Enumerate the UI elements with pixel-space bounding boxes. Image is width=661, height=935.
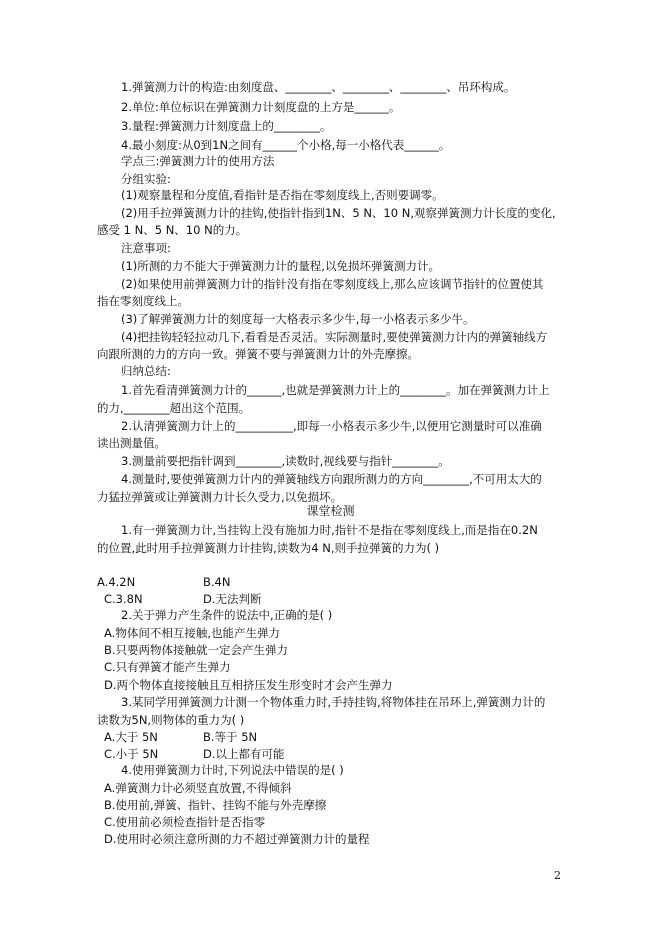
section-title: 课堂检测 [306,504,355,518]
question-2: 2.关于弹力产生条件的说法中,正确的是( ) [121,608,333,622]
text-line: 4.测量时,要使弹簧测力计内的弹簧轴线方向跟所测力的方向________,不可用太大的 [121,472,542,486]
text-line: (1)所测的力不能大于弹簧测力计的量程,以免损坏弹簧测力计。 [121,259,440,273]
option-a: A.弹簧测力计必须竖直放置,不得倾斜 [104,781,292,795]
text-line: 1.弹簧测力计的构造:由刻度盘、________、________、________、吊环构成。 [121,80,516,94]
text-line: 2.单位:单位标识在弹簧测力计刻度盘的上方是______。 [121,100,401,114]
option-d: D.无法判断 [203,592,262,606]
text-line: 感受 1 N、5 N、10 N的力。 [97,223,248,237]
text-line: 读数为5N,则物体的重力为( ) [97,713,245,727]
text-line: (2)用手拉弹簧测力计的挂钩,使指针指到1N、5 N、10 N,观察弹簧测力计长度的变化, [121,206,556,220]
question-4: 4.使用弹簧测力计时,下列说法中错误的是( ) [121,763,344,777]
option-d: D.使用时必须注意所测的力不超过弹簧测力计的量程 [104,832,370,846]
text-line: 向跟所测的力的方向一致。弹簧不要与弹簧测力计的外壳摩擦。 [97,347,419,361]
text-line: 1.首先看清弹簧测力计的______,也就是弹簧测力计上的________。加在弹簧测力计上 [121,383,550,397]
question-1: 1.有一弹簧测力计,当挂钩上没有施加力时,指针不是指在零刻度线上,而是指在0.2N [121,523,538,537]
option-a: A.4.2N [97,575,136,589]
text-line: 的位置,此时用手拉弹簧测力计挂钩,读数为4 N,则手拉弹簧的力为( ) [97,541,440,555]
text-line: (3)了解弹簧测力计的刻度每一大格表示多少牛,每一小格表示多少牛。 [121,312,475,326]
option-c: C.使用前必须检查指针是否指零 [104,815,266,829]
text-line: 注意事项: [121,241,171,255]
text-line: (4)把挂钩轻轻拉动几下,看看是否灵活。实际测量时,要使弹簧测力计内的弹簧轴线方 [121,330,548,344]
text-line: 3.测量前要把指针调到________,读数时,视线要与指针________。 [121,454,450,468]
section-heading: 学点三:弹簧测力计的使用方法 [121,154,275,168]
option-d: D.以上都有可能 [203,747,285,761]
option-b: B.使用前,弹簧、指针、挂钩不能与外壳摩擦 [104,798,327,812]
option-c: C.只有弹簧才能产生弹力 [104,660,231,674]
text-line: (2)如果使用前弹簧测力计的指针没有指在零刻度线上,那么应该调节指针的位置使其 [121,277,544,291]
question-3: 3.某同学用弹簧测力计测一个物体重力时,手持挂钩,将物体挂在吊环上,弹簧测力计的 [121,695,546,709]
text-line: 读出测量值。 [97,436,166,450]
option-b: B.只要两物体接触就一定会产生弹力 [104,643,289,657]
text-line: (1)观察量程和分度值,看指针是否指在零刻度线上,否则要调零。 [121,188,444,202]
text-line: 的力,________超出这个范围。 [97,401,251,415]
text-line: 指在零刻度线上。 [97,294,189,308]
text-line: 3.量程:弹簧测力计刻度盘上的________。 [121,119,332,133]
option-c: C.3.8N [104,592,143,606]
option-b: B.4N [203,575,231,589]
text-line: 分组实验: [121,172,171,186]
text-line: 2.认清弹簧测力计上的__________,即每一小格表示多少牛,以便用它测量时可以准确 [121,419,542,433]
option-d: D.两个物体直接接触且互相挤压发生形变时才会产生弹力 [104,678,393,692]
page-number: 2 [554,869,561,882]
text-line: 归纳总结: [121,364,171,378]
option-a: A.物体间不相互接触,也能产生弹力 [104,626,280,640]
text-line: 4.最小刻度:从0到1N之间有______个小格,每一小格代表______。 [121,138,451,152]
option-c: C.小于 5N [104,747,159,761]
text-line: 力猛拉弹簧或让弹簧测力计长久受力,以免损坏。 [97,490,343,504]
option-b: B.等于 5N [203,730,258,744]
option-a: A.大于 5N [104,730,158,744]
